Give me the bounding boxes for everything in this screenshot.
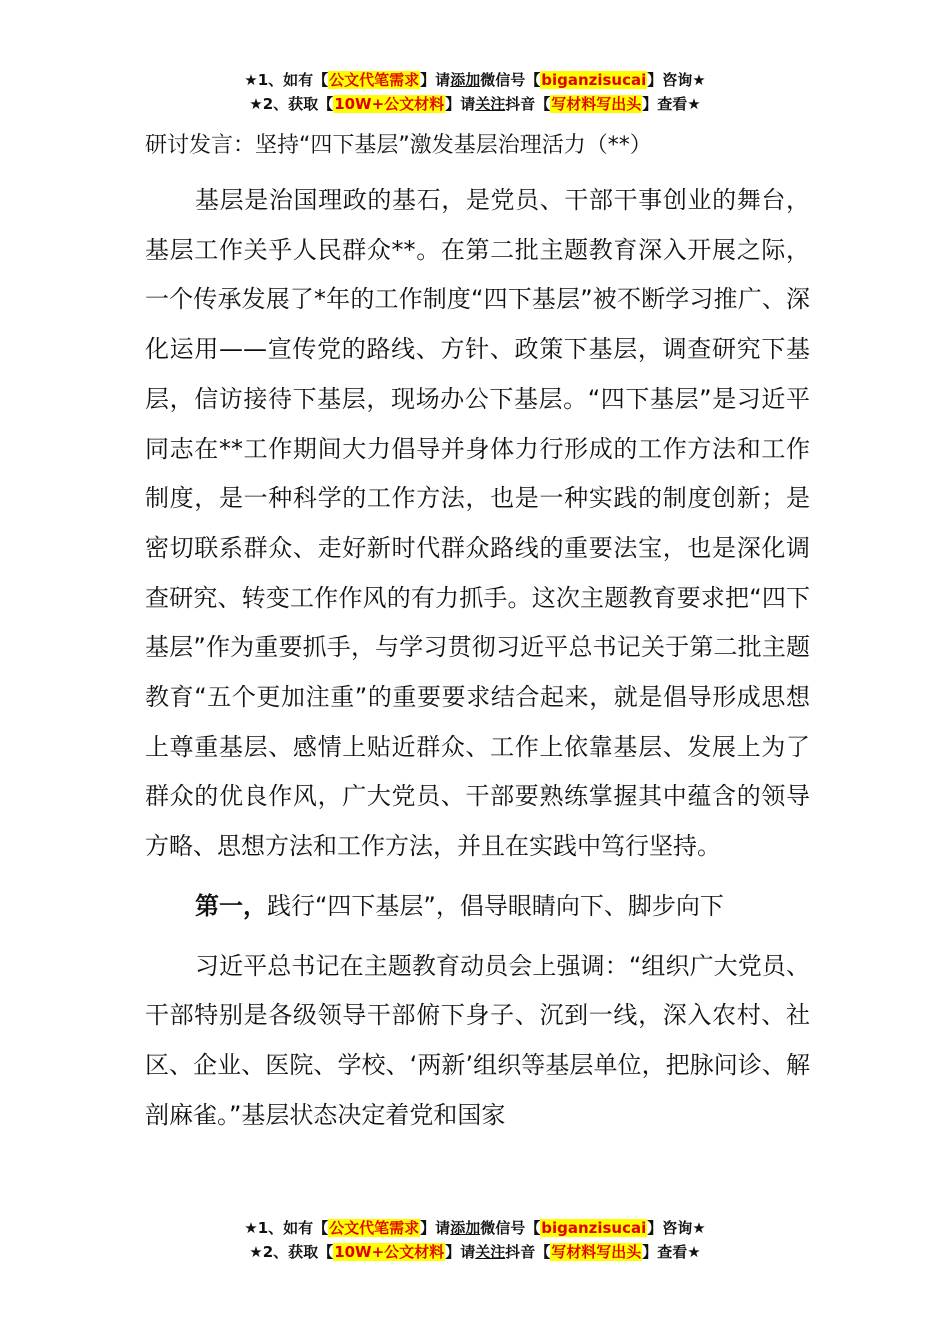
highlight-materials: 10W+公文材料: [334, 1243, 445, 1261]
document-title: 研讨发言：坚持“四下基层”激发基层治理活力（**）: [145, 133, 652, 158]
highlight-wechat-id: biganzisucai: [541, 71, 647, 89]
heading-text: 践行“四下基层”，倡导眼睛向下、脚步向下: [267, 891, 724, 920]
banner-text: 抖音【: [505, 1243, 551, 1261]
banner-text: 】咨询★: [647, 1219, 706, 1237]
banner-text: 微信号【: [480, 1219, 541, 1237]
banner-text: 】咨询★: [647, 71, 706, 89]
highlight-wechat-id: biganzisucai: [541, 1219, 647, 1237]
banner-text: ★1、如有【: [244, 71, 329, 89]
underlined-word: 添加: [450, 1219, 481, 1237]
header-banner: [0, 68, 950, 116]
paragraph-section-1: 习近平总书记在主题教育动员会上强调：“组织广大党员、干部特别是各级领导干部俯下身子、沉到一线，深入农村、社区、企业、医院、学校、‘两新’组织等基层单位，把脉问诊、解剖麻雀。”基层状态决定着党和国家: [145, 951, 810, 1129]
banner-text: 】请: [420, 1219, 451, 1237]
highlight-materials: 10W+公文材料: [334, 95, 445, 113]
underlined-word: 关注: [475, 1243, 506, 1261]
banner-text: 】请: [445, 95, 476, 113]
banner-line-1: [0, 1216, 950, 1240]
banner-line-2: [0, 92, 950, 116]
highlight-service: 公文代笔需求: [329, 71, 420, 89]
highlight-douyin-id: 写材料写出头: [551, 95, 642, 113]
section-heading-1: [145, 872, 810, 932]
banner-text: ★1、如有【: [244, 1219, 329, 1237]
paragraph-intro: 基层是治国理政的基石，是党员、干部干事创业的舞台，基层工作关乎人民群众**。在第二批主题教育深入开展之际，一个传承发展了*年的工作制度“四下基层”被不断学习推广、深化运用——宣传党的路线、方针、政策下基层，调查研究下基层，信访接待下基层，现场办公下基层。“四下基层”是习近平同志在**工作期间大力倡导并身体力行形成的工作方法和工作制度，是一种科学的工作方法，也是一种实践的制度创新；是密切联系群众、走好新时代群众路线的重要法宝，也是深化调查研究、转变工作作风的有力抓手。这次主题教育要求把“四下基层”作为重要抓手，与学习贯彻习近平总书记关于第二批主题教育“五个更加注重”的重要要求结合起来，就是倡导形成思想上尊重基层、感情上贴近群众、工作上依靠基层、发展上为了群众的优良作风，广大党员、干部要熟练掌握其中蕴含的领导方略、思想方法和工作方法，并且在实践中笃行坚持。: [145, 186, 810, 861]
banner-text: 微信号【: [480, 71, 541, 89]
document-body: [145, 128, 810, 1140]
banner-text: 】请: [445, 1243, 476, 1261]
banner-text: ★2、获取【: [249, 95, 334, 113]
banner-text: 】查看★: [642, 95, 701, 113]
underlined-word: 添加: [450, 71, 481, 89]
banner-text: ★2、获取【: [249, 1243, 334, 1261]
banner-line-2: [0, 1240, 950, 1264]
highlight-service: 公文代笔需求: [329, 1219, 420, 1237]
footer-banner: [0, 1216, 950, 1264]
banner-text: 】查看★: [642, 1243, 701, 1261]
highlight-douyin-id: 写材料写出头: [551, 1243, 642, 1261]
banner-text: 】请: [420, 71, 451, 89]
heading-lead: 第一，: [195, 891, 267, 920]
underlined-word: 关注: [475, 95, 506, 113]
banner-text: 抖音【: [505, 95, 551, 113]
banner-line-1: [0, 68, 950, 92]
